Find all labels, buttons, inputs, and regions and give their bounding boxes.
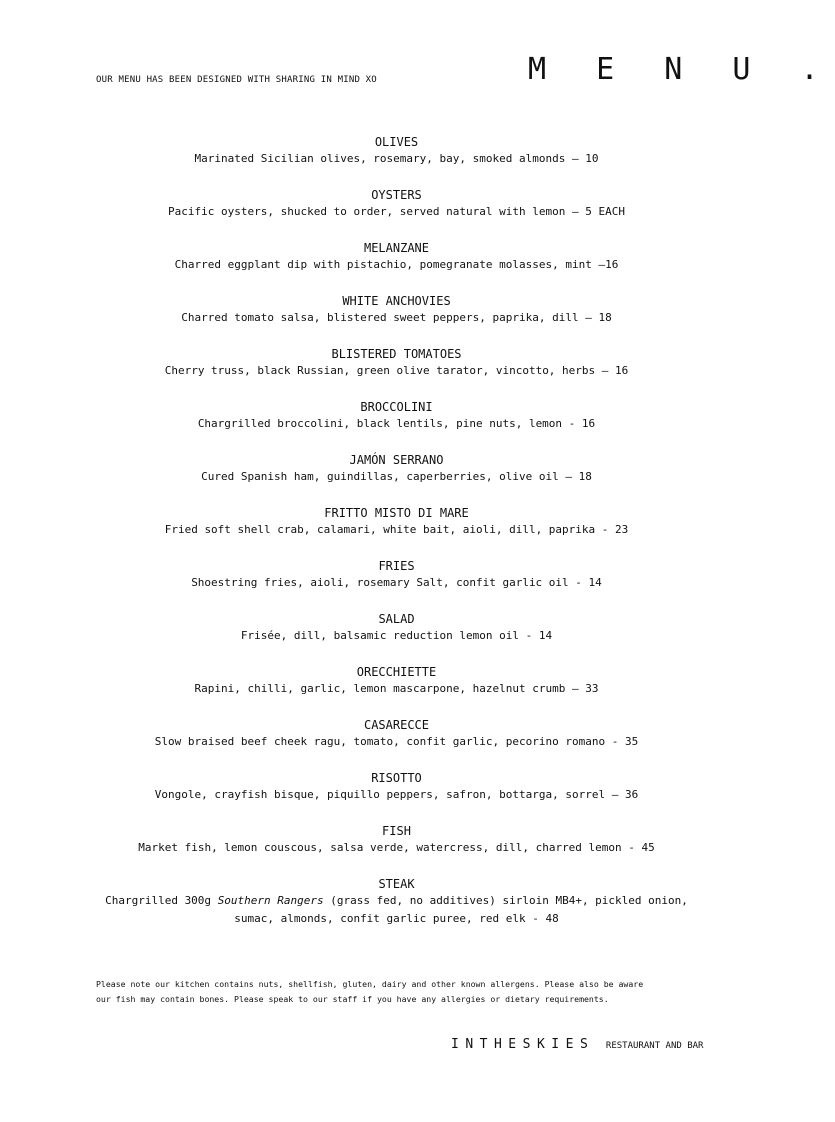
menu-item — [0, 505, 793, 539]
item-description: Marinated Sicilian olives, rosemary, bay, smoked almonds – 10 — [194, 152, 599, 165]
steak-desc-post: (grass fed, no additives) sirloin MB4+, pickled onion, — [330, 894, 688, 907]
item-name: WHITE ANCHOVIES — [342, 294, 451, 308]
menu-item — [0, 717, 793, 751]
menu-title: M E N U . — [528, 52, 835, 87]
item-name: CASARECCE — [363, 718, 430, 732]
item-description: Pacific oysters, shucked to order, served natural with lemon – 5 EACH — [168, 205, 625, 218]
brand-name: INTHESKIES — [451, 1037, 595, 1052]
menu-items — [0, 134, 793, 947]
menu-item — [0, 399, 793, 433]
menu-item — [0, 293, 793, 327]
item-description-line2: sumac, almonds, confit garlic puree, red elk - 48 — [234, 912, 559, 925]
item-name: STEAK — [378, 877, 415, 891]
item-description: Shoestring fries, aioli, rosemary Salt, confit garlic oil - 14 — [191, 576, 602, 589]
menu-item — [0, 134, 793, 168]
item-description: Slow braised beef cheek ragu, tomato, confit garlic, pecorino romano - 35 — [154, 735, 639, 748]
footer-brand — [451, 1033, 703, 1052]
steak-desc-italic: Southern Rangers — [217, 894, 331, 907]
item-name: ORECCHIETTE — [356, 665, 437, 679]
menu-item — [0, 664, 793, 698]
item-description: Rapini, chilli, garlic, lemon mascarpone, hazelnut crumb – 33 — [194, 682, 599, 695]
allergen-note-line1: Please note our kitchen contains nuts, shellfish, gluten, dairy and other known allergens. Please also be aware — [96, 979, 644, 989]
menu-item — [0, 240, 793, 274]
item-name: OLIVES — [374, 135, 419, 149]
item-description: Market fish, lemon couscous, salsa verde, watercress, dill, charred lemon - 45 — [138, 841, 655, 854]
item-name: JAMÓN SERRANO — [349, 453, 444, 467]
item-description: Frisée, dill, balsamic reduction lemon oil - 14 — [240, 629, 553, 642]
item-description: Vongole, crayfish bisque, piquillo peppers, safron, bottarga, sorrel – 36 — [154, 788, 639, 801]
item-description: Cherry truss, black Russian, green olive tarator, vincotto, herbs – 16 — [164, 364, 629, 377]
menu-item — [0, 558, 793, 592]
item-description: Charred tomato salsa, blistered sweet peppers, paprika, dill – 18 — [181, 311, 612, 324]
item-name: SALAD — [378, 612, 415, 626]
item-description: Chargrilled broccolini, black lentils, pine nuts, lemon - 16 — [197, 417, 596, 430]
item-name: FRITTO MISTO DI MARE — [324, 506, 469, 520]
allergen-note — [96, 977, 706, 1006]
item-description — [0, 892, 793, 910]
brand-subtitle: RESTAURANT AND BAR — [605, 1041, 704, 1051]
item-name: FISH — [382, 824, 411, 838]
menu-item — [0, 611, 793, 645]
item-description: Fried soft shell crab, calamari, white bait, aioli, dill, paprika - 23 — [164, 523, 629, 536]
item-name: RISOTTO — [371, 771, 422, 785]
menu-item-steak — [0, 876, 793, 928]
item-description: Charred eggplant dip with pistachio, pomegranate molasses, mint –16 — [174, 258, 619, 271]
item-name: OYSTERS — [371, 188, 422, 202]
steak-desc-pre: Chargrilled 300g — [105, 894, 218, 907]
item-name: MELANZANE — [363, 241, 430, 255]
menu-item — [0, 770, 793, 804]
item-description: Cured Spanish ham, guindillas, caperberries, olive oil – 18 — [201, 470, 592, 483]
item-name: BLISTERED TOMATOES — [331, 347, 462, 361]
menu-item — [0, 187, 793, 221]
menu-item — [0, 346, 793, 380]
allergen-note-line2: our fish may contain bones. Please speak to our staff if you have any allergies or dietary requirements. — [96, 993, 609, 1004]
menu-tagline: OUR MENU HAS BEEN DESIGNED WITH SHARING IN MIND XO — [96, 75, 377, 85]
menu-item — [0, 452, 793, 486]
menu-item — [0, 823, 793, 857]
item-name: FRIES — [378, 559, 415, 573]
item-name: BROCCOLINI — [360, 400, 433, 414]
